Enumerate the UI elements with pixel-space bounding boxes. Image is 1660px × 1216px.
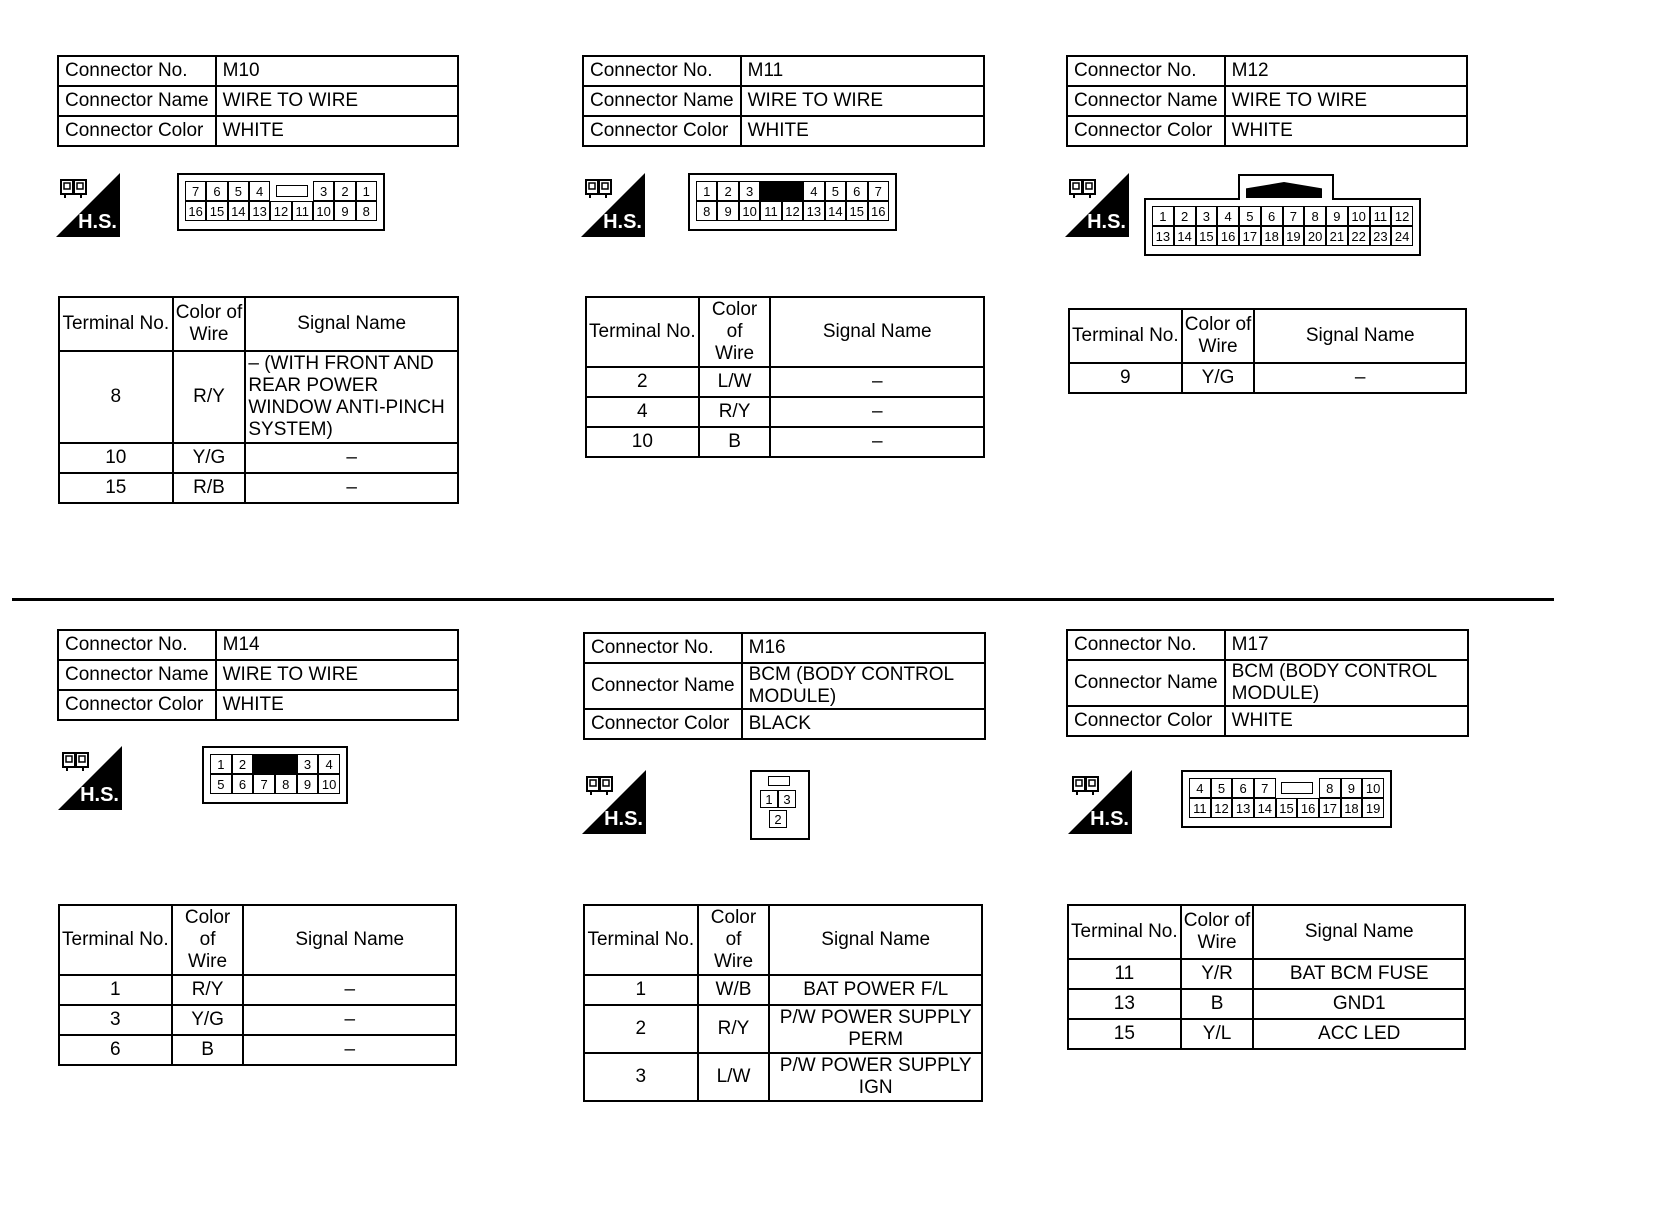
terminal-no: 15 [1068,1019,1181,1049]
connector-pin: 10 [739,201,760,221]
terminal-table [583,904,983,1102]
terminal-header-row [586,297,984,367]
wire-color: R/Y [698,1005,770,1053]
connector-pin: 10 [1348,206,1370,226]
connector-info-table [57,55,459,147]
terminal-row [1068,959,1465,989]
connector-pin: 6 [846,181,867,201]
connector-face [750,770,810,840]
terminal-row [59,473,458,503]
connector-blank-cavity [253,754,296,774]
connector-pin: 3 [778,790,796,808]
connector-pin: 6 [1232,778,1254,798]
connector-name-row [58,86,458,116]
connector-pin: 16 [1297,798,1319,818]
connector-pin: 16 [1217,226,1239,246]
terminal-table [1067,904,1466,1050]
signal-name: – [245,473,458,503]
color-of-wire-line1: Color of [711,299,758,342]
connector-name-label: Connector Name [584,663,742,709]
terminal-table [58,904,457,1066]
connector-lock [768,776,790,786]
connector-pin: 13 [1152,226,1174,246]
connector-pin: 13 [1232,798,1254,818]
connector-pin: 2 [769,810,787,828]
hs-label: H.S. [78,211,117,233]
terminal-no: 8 [59,351,173,443]
connector-pin: 3 [297,754,319,774]
terminal-no: 3 [59,1005,172,1035]
connector-icon [586,774,614,796]
terminal-no: 10 [59,443,173,473]
terminal-no: 10 [586,427,699,457]
terminal-row [1069,363,1466,393]
terminal-no-header: Terminal No. [584,905,698,975]
connector-pin: 24 [1391,226,1413,246]
wire-color: Y/G [173,443,246,473]
color-of-wire-header [1182,309,1255,363]
wire-color: L/W [698,1053,770,1101]
connector-face [177,173,385,231]
connector-key-slot [270,181,313,201]
connector-pin: 1 [760,790,778,808]
connector-no-row [1067,630,1468,660]
connector-pin: 8 [275,774,297,794]
connector-pin: 7 [868,181,889,201]
terminal-no: 2 [584,1005,698,1053]
terminal-row [584,975,982,1005]
connector-pin: 7 [1254,778,1276,798]
harness-side-icon [1065,173,1129,237]
connector-color-value: WHITE [216,690,458,720]
terminal-no: 6 [59,1035,172,1065]
connector-face [688,173,897,231]
connector-pin: 5 [228,181,249,201]
connector-color-row [58,116,458,146]
hs-label: H.S. [1087,211,1126,233]
terminal-no: 1 [584,975,698,1005]
connector-no-label: Connector No. [1067,630,1225,660]
signal-name: – [243,975,456,1005]
signal-name-header: Signal Name [1253,905,1465,959]
connector-pin: 10 [1362,778,1384,798]
connector-pin: 6 [1261,206,1283,226]
connector-color-value: WHITE [216,116,458,146]
connector-pin: 14 [825,201,846,221]
signal-name: ACC LED [1253,1019,1465,1049]
connector-pin: 5 [825,181,846,201]
wire-color: Y/L [1181,1019,1254,1049]
connector-name-value: BCM (BODY CONTROL MODULE) [742,663,985,709]
color-of-wire-line2: Wire [189,324,229,345]
color-of-wire-line1: Color of [1184,314,1252,335]
connector-pin: 8 [356,201,377,221]
connector-color-row [584,709,985,739]
connector-pin: 5 [1239,206,1261,226]
signal-name: P/W POWER SUPPLY IGN [769,1053,982,1101]
connector-pin: 4 [1189,778,1211,798]
hs-label: H.S. [604,808,643,830]
terminal-no-header: Terminal No. [59,905,172,975]
terminal-row [586,427,984,457]
wire-color: Y/G [172,1005,244,1035]
connector-pin: 6 [206,181,227,201]
signal-name: BAT BCM FUSE [1253,959,1465,989]
terminal-no: 2 [586,367,699,397]
connector-face [1181,770,1392,828]
connector-color-label: Connector Color [58,690,216,720]
connector-pin: 1 [696,181,717,201]
connector-pin: 9 [297,774,319,794]
connector-pin: 3 [739,181,760,201]
connector-icon [60,177,88,199]
connector-color-value: WHITE [1225,706,1468,736]
connector-name-row [1067,660,1468,706]
wire-color: R/Y [699,397,771,427]
connector-pin: 4 [249,181,270,201]
connector-pin: 18 [1341,798,1363,818]
connector-pin: 14 [1254,798,1276,818]
terminal-row [1068,989,1465,1019]
connector-no-row [1067,56,1467,86]
terminal-no-header: Terminal No. [1068,905,1181,959]
connector-pin: 9 [334,201,355,221]
connector-pin: 4 [1217,206,1239,226]
connector-name-row [58,660,458,690]
connector-face [202,746,348,804]
connector-pin: 21 [1326,226,1348,246]
connector-pin: 13 [803,201,824,221]
terminal-row [584,1053,982,1101]
connector-pin: 17 [1239,226,1261,246]
terminal-no: 11 [1068,959,1181,989]
terminal-row [586,397,984,427]
color-of-wire-header [173,297,246,351]
signal-name-header: Signal Name [770,297,984,367]
connector-pin: 4 [318,754,340,774]
harness-side-icon [1068,770,1132,834]
wire-color: B [1181,989,1254,1019]
connector-info-table [1066,629,1469,737]
wire-color: L/W [699,367,771,397]
connector-no-row [584,633,985,663]
color-of-wire-line2: Wire [1198,336,1238,357]
connector-color-value: WHITE [1225,116,1467,146]
connector-no-value: M17 [1225,630,1468,660]
signal-name: – [770,367,984,397]
connector-name-label: Connector Name [1067,660,1225,706]
wire-color: B [699,427,771,457]
signal-name: GND1 [1253,989,1465,1019]
connector-pin: 23 [1370,226,1392,246]
connector-pin: 11 [292,201,313,221]
terminal-table [1068,308,1467,394]
wire-color: R/Y [172,975,244,1005]
connector-pin: 11 [1189,798,1211,818]
wire-color: B [172,1035,244,1065]
connector-color-value: WHITE [741,116,984,146]
connector-pin: 10 [318,774,340,794]
connector-no-value: M10 [216,56,458,86]
connector-pin: 7 [253,774,275,794]
signal-name: – [770,427,984,457]
connector-pin: 12 [1391,206,1413,226]
signal-name: P/W POWER SUPPLY PERM [769,1005,982,1053]
signal-name: – [245,443,458,473]
terminal-row [59,351,458,443]
connector-info-table [57,629,459,721]
connector-pin: 9 [1326,206,1348,226]
connector-pin: 5 [1211,778,1233,798]
signal-name: – [243,1035,456,1065]
connector-icon [1072,774,1100,796]
connector-color-value: BLACK [742,709,985,739]
connector-pin: 8 [1319,778,1341,798]
connector-color-label: Connector Color [584,709,742,739]
connector-no-label: Connector No. [1067,56,1225,86]
signal-name: – [243,1005,456,1035]
color-of-wire-header [698,905,770,975]
signal-name-header: Signal Name [769,905,982,975]
signal-name-header: Signal Name [243,905,456,975]
signal-name: – [1254,363,1466,393]
connector-color-row [58,690,458,720]
terminal-header-row [59,905,456,975]
connector-pin: 15 [206,201,227,221]
connector-name-row [1067,86,1467,116]
hs-label: H.S. [80,784,119,806]
connector-color-label: Connector Color [1067,706,1225,736]
connector-face [1144,198,1421,256]
connector-color-row [1067,706,1468,736]
terminal-table [58,296,459,504]
connector-pin: 3 [313,181,334,201]
terminal-no: 3 [584,1053,698,1101]
connector-no-row [58,630,458,660]
connector-icon [62,750,90,772]
connector-pin: 15 [846,201,867,221]
terminal-row [1068,1019,1465,1049]
connector-pin: 4 [803,181,824,201]
connector-color-row [583,116,984,146]
connector-color-row [1067,116,1467,146]
signal-name: – (WITH FRONT AND REAR POWER WINDOW ANTI-PINCH SYSTEM) [245,351,458,443]
connector-pin: 15 [1196,226,1218,246]
connector-info-table [582,55,985,147]
terminal-no: 4 [586,397,699,427]
color-of-wire-line1: Color of [710,907,757,950]
connector-color-label: Connector Color [58,116,216,146]
connector-no-row [583,56,984,86]
connector-pin: 2 [717,181,738,201]
connector-name-row [584,663,985,709]
connector-pin: 8 [1304,206,1326,226]
connector-name-value: WIRE TO WIRE [741,86,984,116]
terminal-row [586,367,984,397]
connector-pin: 7 [1283,206,1305,226]
color-of-wire-line1: Color of [184,907,231,950]
color-of-wire-line2: Wire [713,951,754,972]
color-of-wire-line2: Wire [1197,932,1237,953]
connector-pin: 11 [760,201,781,221]
wire-color: W/B [698,975,770,1005]
wire-color: Y/G [1182,363,1255,393]
connector-pin: 14 [1174,226,1196,246]
connector-no-value: M14 [216,630,458,660]
connector-pin: 14 [228,201,249,221]
connector-pin: 1 [1152,206,1174,226]
color-of-wire-line1: Color of [175,302,243,323]
terminal-no-header: Terminal No. [1069,309,1182,363]
connector-blank-cavity [760,181,803,201]
signal-name-header: Signal Name [1254,309,1466,363]
section-divider [12,598,1554,601]
connector-pin: 7 [185,181,206,201]
connector-pin: 11 [1370,206,1392,226]
terminal-no: 1 [59,975,172,1005]
connector-color-label: Connector Color [1067,116,1225,146]
terminal-no-header: Terminal No. [59,297,173,351]
connector-name-label: Connector Name [1067,86,1225,116]
connector-pin: 16 [868,201,889,221]
terminal-no: 13 [1068,989,1181,1019]
connector-pin: 8 [696,201,717,221]
terminal-no: 9 [1069,363,1182,393]
connector-pin: 22 [1348,226,1370,246]
connector-pin: 9 [717,201,738,221]
hs-label: H.S. [1090,808,1129,830]
terminal-row [59,975,456,1005]
connector-pin: 1 [210,754,232,774]
connector-no-row [58,56,458,86]
connector-info-table [1066,55,1468,147]
connector-no-value: M11 [741,56,984,86]
color-of-wire-line2: Wire [715,343,755,364]
terminal-table [585,296,985,458]
connector-name-value: WIRE TO WIRE [216,660,458,690]
connector-pin: 12 [1211,798,1233,818]
connector-icon [1069,177,1097,199]
color-of-wire-header [699,297,771,367]
connector-info-table [583,632,986,740]
connector-key-slot [1276,778,1319,798]
connector-pin: 3 [1196,206,1218,226]
terminal-header-row [584,905,982,975]
connector-pin: 9 [1341,778,1363,798]
connector-pin: 2 [232,754,254,774]
connector-no-label: Connector No. [58,56,216,86]
connector-name-label: Connector Name [58,86,216,116]
terminal-header-row [59,297,458,351]
connector-pin: 12 [270,201,291,221]
connector-pin: 2 [1174,206,1196,226]
terminal-row [59,443,458,473]
connector-icon [585,177,613,199]
terminal-no: 15 [59,473,173,503]
connector-no-value: M12 [1225,56,1467,86]
color-of-wire-line2: Wire [188,951,228,972]
connector-pin: 5 [210,774,232,794]
connector-no-label: Connector No. [583,56,741,86]
connector-pin: 1 [356,181,377,201]
wire-color: R/Y [173,351,246,443]
terminal-row [584,1005,982,1053]
connector-pin: 19 [1283,226,1305,246]
terminal-row [59,1035,456,1065]
connector-pin: 6 [232,774,254,794]
connector-pin: 15 [1276,798,1298,818]
connector-pin: 17 [1319,798,1341,818]
connector-pin: 19 [1362,798,1384,818]
terminal-row [59,1005,456,1035]
wire-color: Y/R [1181,959,1254,989]
connector-pin: 18 [1261,226,1283,246]
signal-name: – [770,397,984,427]
terminal-header-row [1068,905,1465,959]
color-of-wire-header [172,905,244,975]
connector-name-value: BCM (BODY CONTROL MODULE) [1225,660,1468,706]
color-of-wire-line1: Color of [1183,910,1251,931]
connector-name-value: WIRE TO WIRE [216,86,458,116]
connector-pin: 2 [334,181,355,201]
terminal-no-header: Terminal No. [586,297,699,367]
signal-name: BAT POWER F/L [769,975,982,1005]
connector-name-label: Connector Name [58,660,216,690]
connector-name-row [583,86,984,116]
terminal-header-row [1069,309,1466,363]
connector-pin: 13 [249,201,270,221]
connector-pin: 10 [313,201,334,221]
connector-pin: 16 [185,201,206,221]
harness-side-icon [56,173,120,237]
harness-side-icon [582,770,646,834]
hs-label: H.S. [603,211,642,233]
connector-no-label: Connector No. [58,630,216,660]
harness-side-icon [58,746,122,810]
connector-pin: 20 [1304,226,1326,246]
connector-color-label: Connector Color [583,116,741,146]
color-of-wire-header [1181,905,1254,959]
wire-color: R/B [173,473,246,503]
connector-no-label: Connector No. [584,633,742,663]
connector-no-value: M16 [742,633,985,663]
connector-name-label: Connector Name [583,86,741,116]
harness-side-icon [581,173,645,237]
signal-name-header: Signal Name [245,297,458,351]
connector-name-value: WIRE TO WIRE [1225,86,1467,116]
connector-pin: 12 [782,201,803,221]
